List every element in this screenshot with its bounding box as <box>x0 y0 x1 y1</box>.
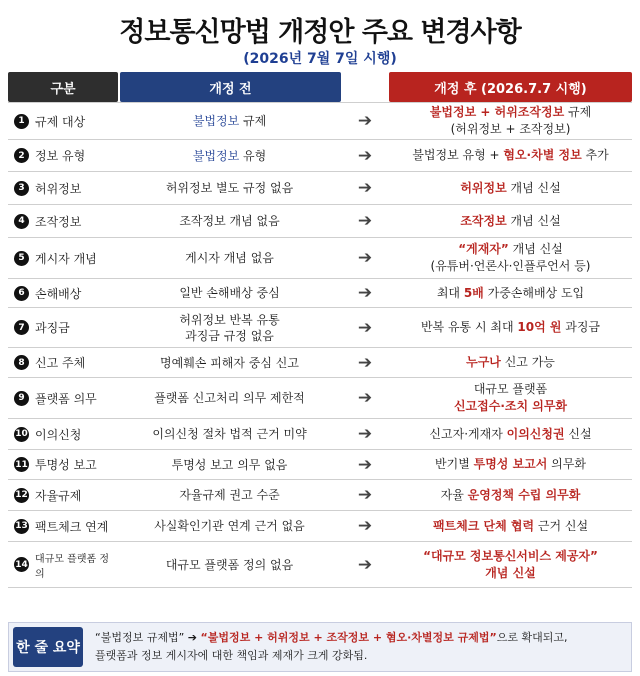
summary-label: 한 줄 요약 <box>13 627 83 667</box>
row-after-text: 불법정보 유형 + <box>412 148 504 162</box>
row-category <box>8 480 118 510</box>
table-row <box>8 308 632 348</box>
row-after-highlight: 허위정보 <box>460 180 507 195</box>
row-after-line <box>389 487 632 504</box>
row-category <box>8 348 118 377</box>
row-after <box>389 180 632 197</box>
row-number-badge: 5 <box>14 251 29 266</box>
row-after-highlight: 누구나 <box>466 355 501 369</box>
row-category <box>8 103 118 139</box>
header-category: 구분 <box>8 72 118 102</box>
row-arrow-icon: ➔ <box>357 424 373 444</box>
row-arrow-icon: ➔ <box>357 485 373 505</box>
page-title: 정보통신망법 개정안 주요 변경사항 <box>119 17 521 48</box>
row-after <box>389 426 632 443</box>
row-after-text: 근거 신설 <box>534 518 589 533</box>
row-before <box>118 390 341 406</box>
row-arrow-icon: ➔ <box>357 283 373 303</box>
row-after-text: 과징금 <box>561 320 601 334</box>
header-after: 개정 후 (2026.7.7 시행) <box>389 72 632 102</box>
table-row <box>8 279 632 308</box>
row-number-badge: 4 <box>14 214 29 229</box>
row-number-badge: 13 <box>14 519 29 534</box>
row-after-highlight: 조작정보 <box>460 213 507 228</box>
table-row <box>8 378 632 419</box>
row-after <box>389 487 632 504</box>
row-after-line <box>389 147 632 164</box>
row-number-badge: 12 <box>14 488 29 503</box>
row-category-label: 손해배상 <box>35 286 82 301</box>
row-before-text: 조작정보 개념 없음 <box>179 214 280 228</box>
row-number-badge: 2 <box>14 148 29 163</box>
row-before <box>118 426 341 442</box>
row-number-badge: 11 <box>14 457 29 472</box>
row-after-line-2: (유튜버·언론사·인플루언서 등) <box>430 259 591 273</box>
table-row <box>8 102 632 140</box>
row-before-text: 규제 <box>239 114 267 128</box>
row-after-line <box>389 354 632 371</box>
comparison-table <box>8 72 632 588</box>
summary-box <box>8 622 632 672</box>
row-before-text: 투명성 보고 의무 없음 <box>171 457 288 472</box>
row-category-label: 허위정보 <box>35 181 82 196</box>
row-category <box>8 205 118 237</box>
row-after-text: 신설 <box>564 426 592 441</box>
row-before <box>118 148 341 164</box>
row-after-highlight: 10억 원 <box>517 320 562 334</box>
table-row <box>8 348 632 378</box>
row-category <box>8 450 118 479</box>
row-number-badge: 14 <box>14 557 29 572</box>
row-after <box>389 548 632 582</box>
row-arrow-icon: ➔ <box>357 178 373 198</box>
row-after-line-2: 신고접수·조치 의무화 <box>453 399 568 413</box>
row-after-highlight: 5배 <box>463 285 484 300</box>
row-before-line <box>118 355 341 371</box>
table-row <box>8 450 632 480</box>
row-after-highlight: 혐오·차별 정보 <box>503 148 582 162</box>
row-before-line <box>118 390 341 406</box>
row-before-highlight: 불법정보 <box>192 148 240 163</box>
row-before-line <box>118 557 341 573</box>
row-after-line <box>389 241 632 258</box>
row-before <box>118 180 341 196</box>
row-before-line <box>118 250 341 266</box>
row-before <box>118 213 341 229</box>
row-category-label: 팩트체크 연계 <box>35 519 109 534</box>
row-after-line <box>389 518 632 535</box>
row-after <box>389 147 632 164</box>
row-after-highlight: 팩트체크 단체 협력 <box>432 518 535 533</box>
row-after-line <box>389 456 632 473</box>
row-before-text: 허위정보 별도 규정 없음 <box>165 181 294 195</box>
row-before-line <box>118 148 341 164</box>
row-before <box>118 457 341 473</box>
row-arrow-icon: ➔ <box>357 388 373 408</box>
header-arrow-spacer <box>341 72 389 102</box>
row-arrow-icon: ➔ <box>357 317 373 338</box>
row-before <box>118 312 341 344</box>
table-body <box>8 102 632 588</box>
row-arrow-icon: ➔ <box>357 352 373 373</box>
table-row <box>8 511 632 542</box>
row-before-line <box>118 426 341 442</box>
row-category-label: 자율규제 <box>35 488 82 503</box>
row-before-line <box>118 487 341 503</box>
row-after <box>389 381 632 415</box>
row-before <box>118 250 341 266</box>
row-before-text: 자율규제 권고 수준 <box>179 488 280 502</box>
row-category <box>8 419 118 449</box>
row-category-label: 이의신청 <box>35 427 82 442</box>
row-before <box>118 113 341 129</box>
row-before-text: 허위정보 반복 유통 <box>179 312 280 327</box>
row-after-line <box>389 180 632 197</box>
row-category-label: 조작정보 <box>35 214 82 229</box>
row-after-text: 반복 유통 시 최대 <box>420 320 518 334</box>
row-after <box>389 518 632 535</box>
table-row <box>8 205 632 238</box>
row-after-text: 추가 <box>581 148 609 162</box>
row-after <box>389 104 632 138</box>
table-row <box>8 419 632 450</box>
row-after-text: 개념 신설 <box>506 180 561 195</box>
row-after-text: 대규모 플랫폼 <box>473 382 548 396</box>
row-after-highlight: 투명성 보고서 <box>473 457 548 471</box>
row-category-label: 신고 주체 <box>35 356 86 370</box>
row-after-highlight: “대규모 정보통신서비스 제공자” <box>423 548 598 563</box>
row-after-line <box>389 426 632 443</box>
table-row <box>8 238 632 279</box>
row-number-badge: 6 <box>14 286 29 301</box>
row-before-line <box>118 180 341 196</box>
row-before <box>118 487 341 503</box>
row-before <box>118 557 341 573</box>
row-category <box>8 511 118 541</box>
row-after-text: 자율 <box>440 487 468 502</box>
row-after <box>389 456 632 473</box>
row-category-label: 대규모 플랫폼 정의 <box>35 553 109 580</box>
row-before-line <box>118 312 341 328</box>
row-category-label: 게시자 개념 <box>35 251 97 266</box>
row-after-highlight: “게재자” <box>458 242 509 256</box>
row-arrow-icon: ➔ <box>357 554 373 575</box>
row-before-text: 게시자 개념 없음 <box>185 251 274 265</box>
row-category-label: 과징금 <box>35 321 70 335</box>
row-after-text: 개념 신설 <box>506 213 561 228</box>
summary-before-term: “불법정보 규제법” ➔ <box>95 631 201 644</box>
row-after-line-2: (허위정보 + 조작정보) <box>450 122 571 136</box>
row-after <box>389 213 632 230</box>
row-number-badge: 10 <box>14 427 29 442</box>
row-after-line <box>389 285 632 302</box>
row-after-line-2: 개념 신설 <box>485 565 536 580</box>
summary-suffix: 으로 확대되고, <box>496 631 568 644</box>
row-after-text: 규제 <box>564 105 592 119</box>
row-before-text: 사실확인기관 연계 근거 없음 <box>154 519 305 533</box>
table-row <box>8 480 632 511</box>
row-before-text: 이의신청 절차 법적 근거 미약 <box>152 427 307 441</box>
row-category <box>8 542 118 587</box>
row-category-label: 규제 대상 <box>35 114 86 129</box>
row-after <box>389 319 632 336</box>
row-category-label: 투명성 보고 <box>35 458 97 472</box>
row-number-badge: 7 <box>14 320 29 335</box>
row-after-line <box>389 319 632 336</box>
row-arrow-icon: ➔ <box>357 211 373 231</box>
summary-text <box>83 629 631 665</box>
row-before-text: 대규모 플랫폼 정의 없음 <box>165 557 294 572</box>
row-before-highlight: 불법정보 <box>192 114 240 128</box>
row-after <box>389 241 632 275</box>
row-category <box>8 140 118 171</box>
row-after <box>389 285 632 302</box>
row-before-line <box>118 213 341 229</box>
row-number-badge: 9 <box>14 391 29 406</box>
summary-line-2: 플랫폼과 정보 게시자에 대한 책임과 제재가 크게 강화됨. <box>95 649 368 662</box>
row-arrow-icon: ➔ <box>357 516 373 536</box>
row-category <box>8 238 118 278</box>
page-subtitle: (2026년 7월 7일 시행) <box>243 51 397 67</box>
row-arrow-icon: ➔ <box>357 145 373 166</box>
row-after <box>389 354 632 371</box>
row-after-text: 가중손해배상 도입 <box>483 285 585 300</box>
row-before <box>118 355 341 371</box>
row-before-text: 유형 <box>239 148 267 163</box>
summary-after-term: “불법정보 + 허위정보 + 조작정보 + 혐오·차별정보 규제법” <box>200 631 497 644</box>
row-after-text: 개념 신설 <box>508 242 563 256</box>
row-after-highlight: 운영정책 수립 의무화 <box>467 487 581 502</box>
table-header <box>8 72 632 102</box>
row-before <box>118 285 341 301</box>
row-number-badge: 3 <box>14 181 29 196</box>
row-after-line <box>389 548 632 565</box>
table-row <box>8 140 632 172</box>
row-before-line <box>118 113 341 129</box>
row-before-line-2: 과징금 규정 없음 <box>185 328 274 343</box>
row-category <box>8 378 118 418</box>
row-category <box>8 308 118 347</box>
row-before-text: 명예훼손 피해자 중심 신고 <box>160 355 299 370</box>
header-before: 개정 전 <box>120 72 341 102</box>
row-category <box>8 172 118 204</box>
row-after-text: 반기별 <box>435 457 474 471</box>
row-after-line <box>389 213 632 230</box>
row-arrow-icon: ➔ <box>357 248 373 268</box>
row-after-text: 최대 <box>436 285 464 300</box>
row-before-line <box>118 285 341 301</box>
row-before-text: 일반 손해배상 중심 <box>179 286 280 300</box>
row-arrow-icon: ➔ <box>357 454 373 475</box>
row-before-line <box>118 457 341 473</box>
table-row <box>8 172 632 205</box>
row-before-text: 플랫폼 신고처리 의무 제한적 <box>154 391 305 405</box>
row-after-line <box>389 381 632 398</box>
row-after-highlight: 이의신청권 <box>506 426 565 441</box>
row-after-text: 신고 가능 <box>500 355 555 369</box>
table-row <box>8 542 632 588</box>
row-before-line <box>118 518 341 534</box>
row-arrow-icon: ➔ <box>357 111 373 131</box>
row-after-text: 의무화 <box>547 457 586 471</box>
row-number-badge: 1 <box>14 114 29 129</box>
row-category <box>8 279 118 307</box>
row-category-label: 정보 유형 <box>35 149 86 163</box>
row-number-badge: 8 <box>14 355 29 370</box>
row-after-highlight: 불법정보 + 허위조작정보 <box>429 105 565 119</box>
row-after-line <box>389 104 632 121</box>
row-before <box>118 518 341 534</box>
summary-line-1 <box>95 629 631 647</box>
row-after-text: 신고자·게재자 <box>429 426 507 441</box>
row-category-label: 플랫폼 의무 <box>35 391 97 406</box>
